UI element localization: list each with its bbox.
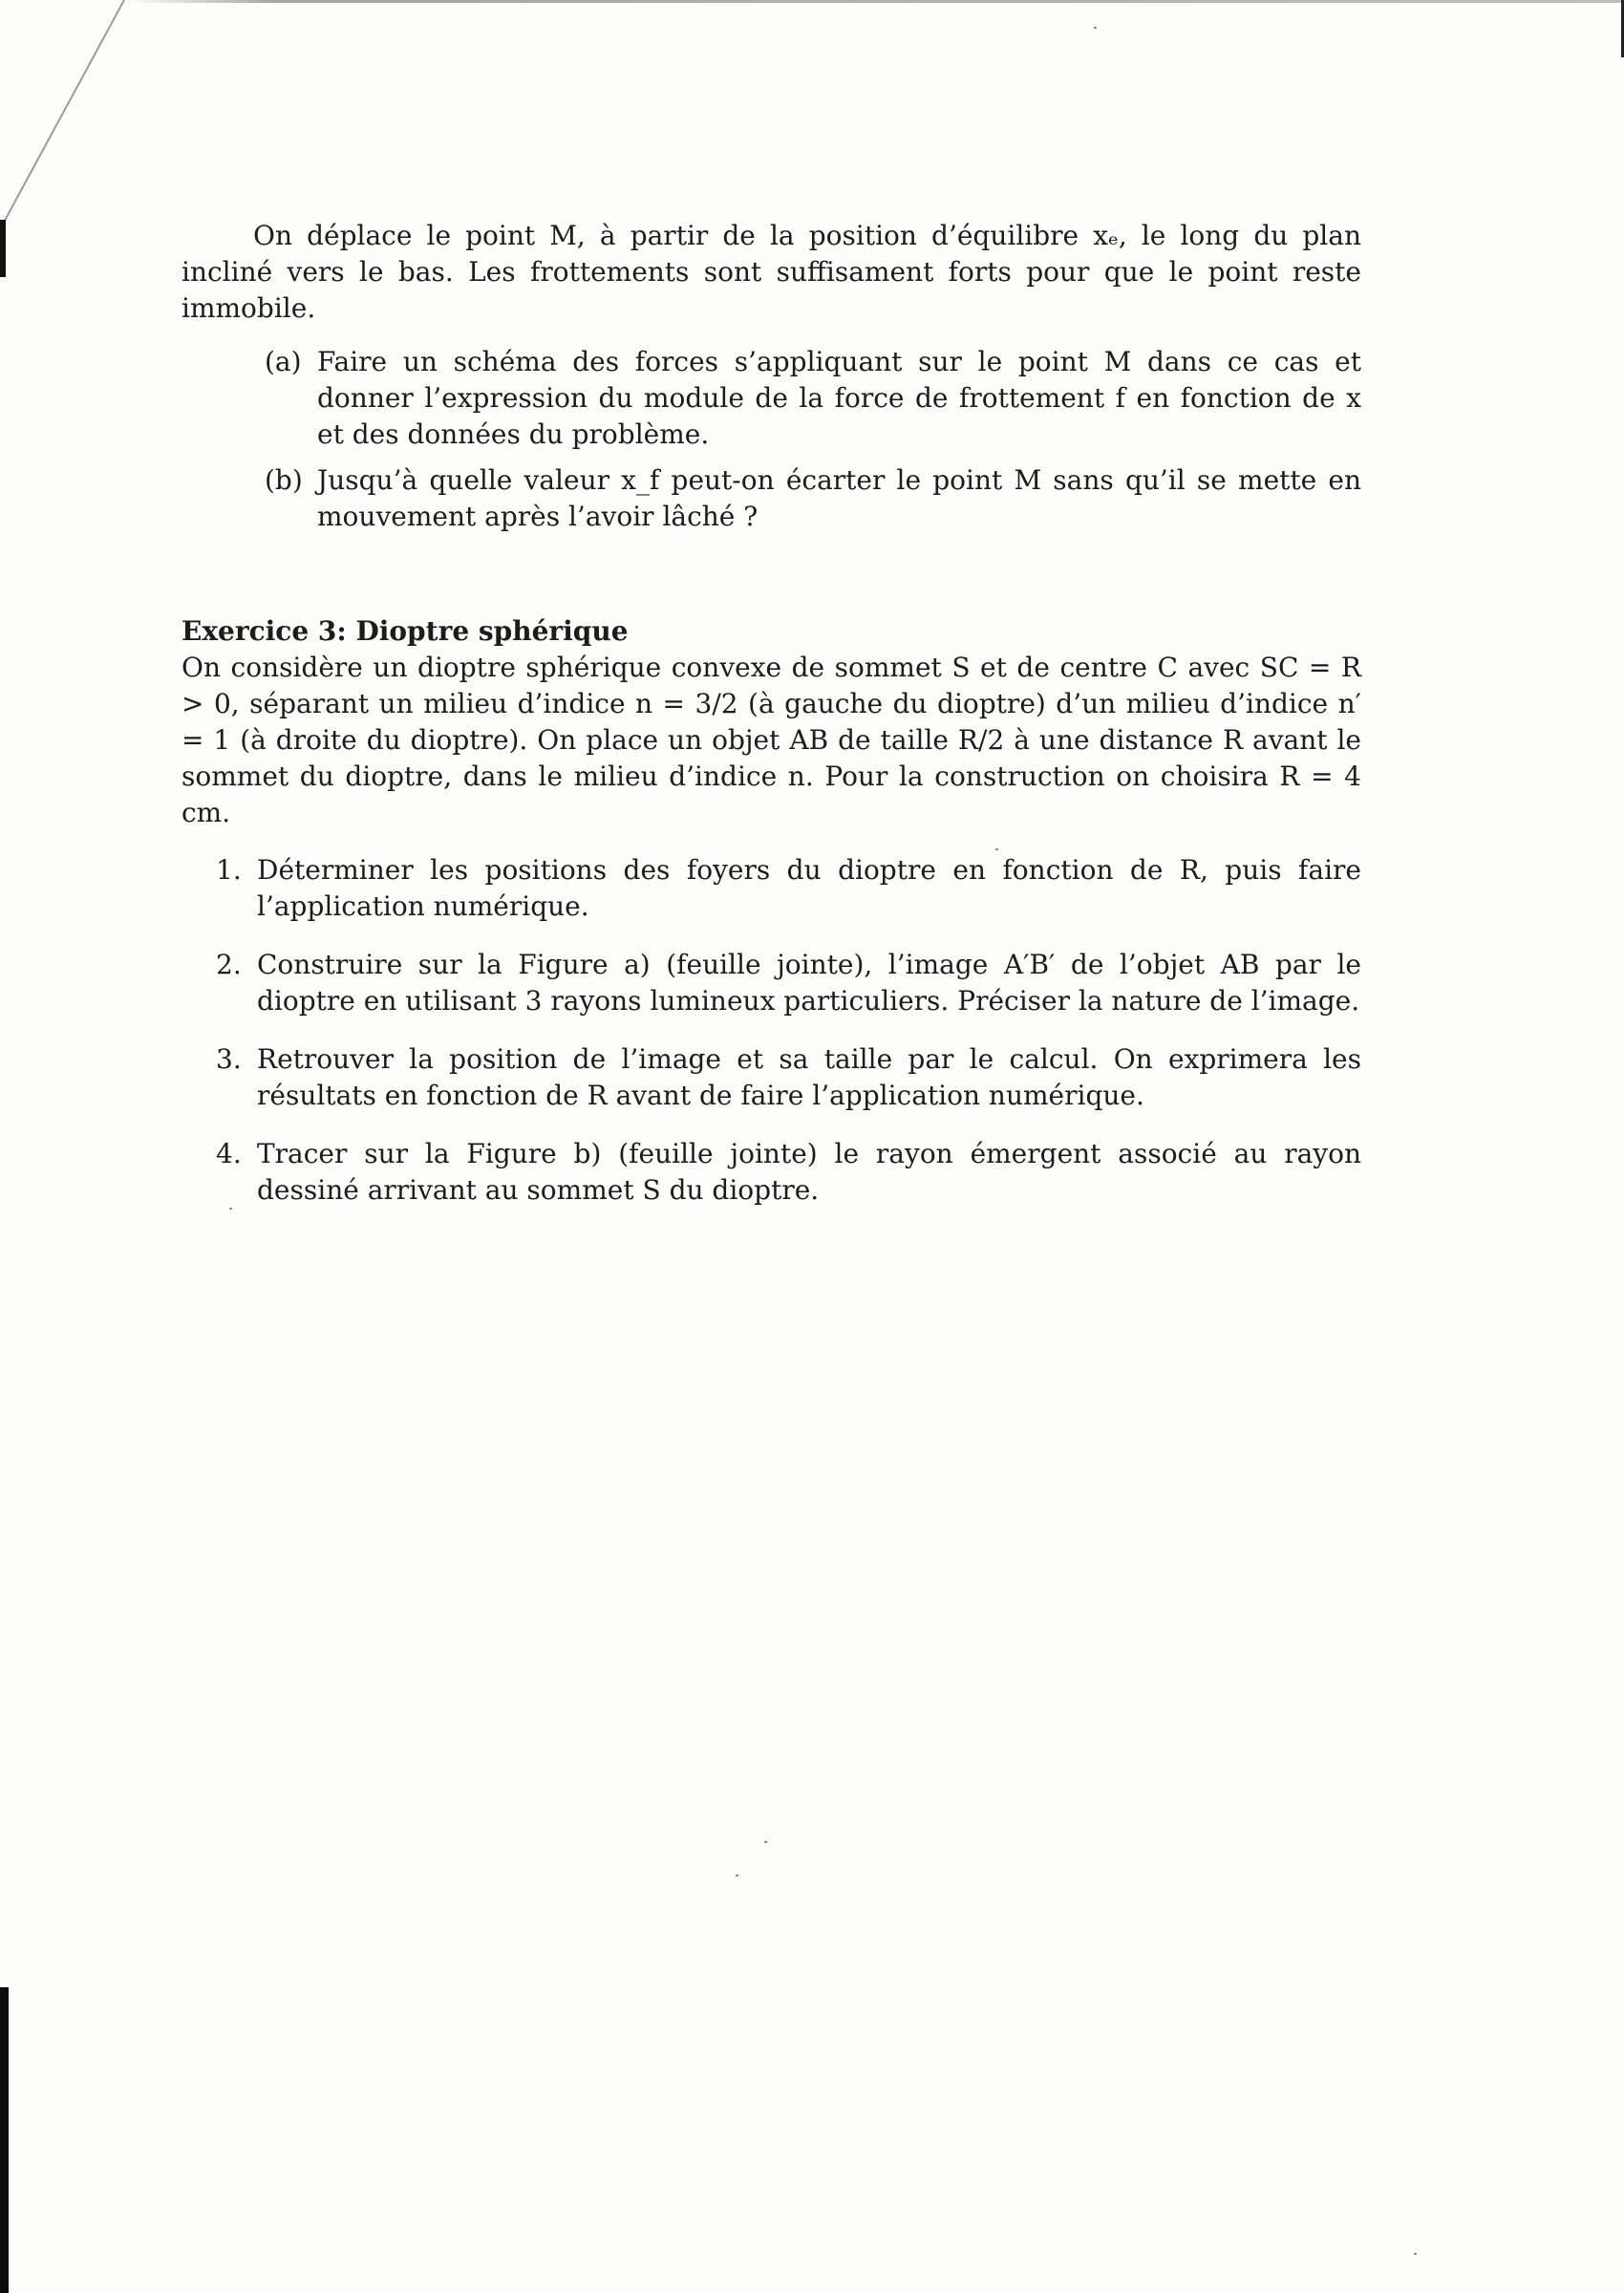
question-b <box>182 462 1361 535</box>
question-number: 2. <box>216 949 242 980</box>
question-text: Construire sur la Figure a) (feuille jointe), l’image A′B′ de l’objet AB par le dioptre en utilisant 3 rayons lumineux particuliers. Préciser la nature de l’image. <box>257 949 1361 1017</box>
scan-fold-corner <box>0 0 134 248</box>
question-marker: (b) <box>265 464 303 496</box>
question-marker: (a) <box>265 346 302 377</box>
question-text: Retrouver la position de l’image et sa taille par le calcul. On exprimera les résultats en fonction de R avant de faire l’application numérique. <box>257 1043 1361 1111</box>
scan-speck <box>736 1875 738 1876</box>
scan-speck <box>1094 27 1097 29</box>
exercise-statement: On considère un dioptre sphérique convexe de sommet S et de centre C avec SC = R > 0, séparant un milieu d’indice n = 3/2 (à gauche du dioptre) d’un milieu d’indice n′ = 1 (à droite du dioptre). On place un objet AB de taille R/2 à une distance R avant le sommet du dioptre, dans le milieu d’indice n. Pour la construction on choisira R = 4 cm. <box>182 652 1361 828</box>
document-body <box>182 218 1361 1231</box>
question-number: 3. <box>216 1043 242 1075</box>
question-number: 1. <box>216 854 242 886</box>
exercise-3 <box>182 613 1361 1209</box>
question-text: Déterminer les positions des foyers du dioptre en fonction de R, puis faire l’application numérique. <box>257 854 1361 922</box>
scan-left-edge-band <box>0 1987 9 2293</box>
intro-question-list <box>182 344 1361 535</box>
intro-paragraph: On déplace le point M, à partir de la position d’équilibre xₑ, le long du plan incliné vers le bas. Les frottements sont suffisament forts pour que le point reste immobile. <box>182 220 1361 324</box>
scan-speck <box>1414 2253 1417 2255</box>
question-a <box>182 344 1361 453</box>
exercise-question-4 <box>182 1136 1361 1209</box>
question-text: Tracer sur la Figure b) (feuille jointe) le rayon émergent associé au rayon dessiné arrivant au sommet S du dioptre. <box>257 1138 1361 1206</box>
question-text: Faire un schéma des forces s’appliquant sur le point M dans ce cas et donner l’expression du module de la force de frottement f en fonction de x et des données du problème. <box>317 346 1361 450</box>
exercise-question-3 <box>182 1041 1361 1114</box>
exercise-question-list <box>182 852 1361 1209</box>
question-number: 4. <box>216 1138 242 1169</box>
exercise-question-2 <box>182 947 1361 1019</box>
question-text: Jusqu’à quelle valeur x_f peut-on écarter le point M sans qu’il se mette en mouvement après l’avoir lâché ? <box>317 464 1361 532</box>
scan-left-edge-mark <box>0 220 6 277</box>
scan-top-edge <box>124 0 1624 3</box>
exercise-title: Exercice 3: Dioptre sphérique <box>182 615 629 647</box>
scan-speck <box>764 1841 767 1843</box>
exercise-question-1 <box>182 852 1361 925</box>
